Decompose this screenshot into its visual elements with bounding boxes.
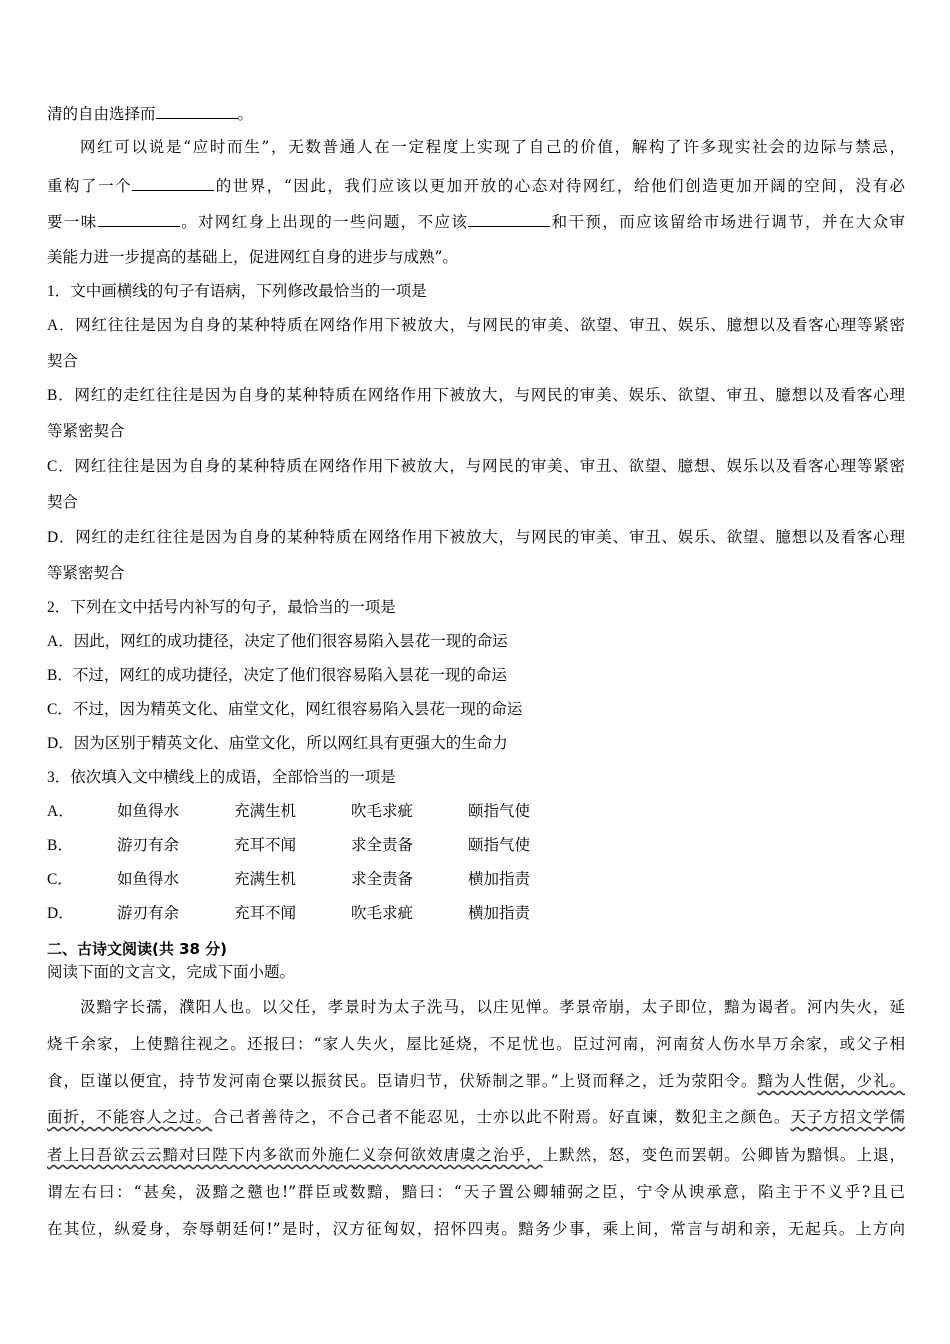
passage-line: 清的自由选择而 。 xyxy=(47,105,254,123)
underlined-sentence: 黯为人性倨，少礼。 xyxy=(757,1072,905,1090)
fill-blank xyxy=(132,175,214,191)
classical-line: 食，臣谨以便宜，持节发河南仓粟以振贫民。臣请归节，伏矫制之罪。”上贤而释之，迁为荥阳令。黯为人性倨，少礼。 xyxy=(47,1072,905,1090)
option-c-cont: 契合 xyxy=(47,494,79,511)
classical-line: 汲黯字长孺，濮阳人也。以父任，孝景时为太子洗马，以庄见惮。孝景帝崩，太子即位，黯为谒者。河内失火，延 xyxy=(80,998,905,1016)
classical-line: 在其位，纵爱身，奈辱朝廷何!”是时，汉方征匈奴，招怀四夷。黯务少事，乘上间，常言与胡和亲，无起兵。上方向 xyxy=(47,1220,905,1238)
classical-line: 谓左右曰：“甚矣，汲黯之戆也!”群臣或数黯，黯曰：“天子置公卿辅弼之臣，宁令从谀承意，陷主于不义乎?且已 xyxy=(47,1183,905,1201)
question-stem: 3．依次填入文中横线上的成语，全部恰当的一项是 xyxy=(47,769,396,786)
underlined-sentence: 天子方招文学儒 xyxy=(790,1108,905,1126)
passage-line: 网红可以说是“应时而生”，无数普通人在一定程度上实现了自己的价值，解构了许多现实社会的边际与禁忌， xyxy=(80,138,905,156)
option-b: B． 游刃有余 充耳不闻 求全责备 颐指气使 xyxy=(47,837,531,854)
option-a: A．网红往往是因为自身的某种特质在网络作用下被放大，与网民的审美、欲望、审丑、娱乐、臆想以及看客心理等紧密 xyxy=(47,317,905,334)
option-b: B．网红的走红往往是因为自身的某种特质在网络作用下被放大，与网民的审美、娱乐、欲望、审丑、臆想以及看客心理 xyxy=(47,387,905,404)
underlined-sentence: 者上曰吾欲云云黯对曰陛下内多欲而外施仁义奈何欲效唐虞之治乎， xyxy=(47,1146,543,1164)
classical-line: 烧千余家，上使黯往视之。还报曰：“家人失火，屋比延烧，不足忧也。臣过河南，河南贫人伤水旱万余家，或父子相 xyxy=(47,1035,905,1053)
option-d: D．网红的走红往往是因为自身的某种特质在网络作用下被放大，与网民的审美、审丑、娱乐、欲望、臆想以及看客心理 xyxy=(47,529,905,546)
option-a-cont: 契合 xyxy=(47,353,79,370)
fill-blank xyxy=(468,211,550,227)
classical-line: 面折，不能容人之过。合己者善待之，不合己者不能忍见，士亦以此不附焉。好直谏，数犯主之颜色。天子方招文学儒 xyxy=(47,1108,905,1126)
option-a: A．因此，网红的成功捷径，决定了他们很容易陷入昙花一现的命运 xyxy=(47,633,508,650)
option-d-cont: 等紧密契合 xyxy=(47,565,125,582)
fill-blank xyxy=(156,103,238,119)
passage-line: 重构了一个 的世界，“因此，我们应该以更加开放的心态对待网红，给他们创造更加开阔的空间，没有必 xyxy=(47,177,905,195)
option-d: D． 游刃有余 充耳不闻 吹毛求疵 横加指责 xyxy=(47,905,531,922)
option-c: C．不过，因为精英文化、庙堂文化，网红很容易陷入昙花一现的命运 xyxy=(47,701,523,718)
classical-line: 者上曰吾欲云云黯对曰陛下内多欲而外施仁义奈何欲效唐虞之治乎，上默然，怒，变色而罢朝。公卿皆为黯惧。上退， xyxy=(47,1146,905,1164)
question-stem: 2．下列在文中括号内补写的句子，最恰当的一项是 xyxy=(47,599,396,616)
option-b-cont: 等紧密契合 xyxy=(47,423,125,440)
option-a: A． 如鱼得水 充满生机 吹毛求疵 颐指气使 xyxy=(47,803,531,820)
passage-line: 要一味 。对网红身上出现的一些问题，不应该 和干预，而应该留给市场进行调节，并在大众审 xyxy=(47,213,905,231)
fill-blank xyxy=(98,211,180,227)
underlined-sentence: 面折，不能容人之过。 xyxy=(47,1108,213,1126)
option-c: C．网红往往是因为自身的某种特质在网络作用下被放大，与网民的审美、审丑、欲望、臆想、娱乐以及看客心理等紧密 xyxy=(47,458,905,475)
section-heading: 二、古诗文阅读(共 38 分) xyxy=(47,940,228,958)
section-instruction: 阅读下面的文言文，完成下面小题。 xyxy=(47,964,296,981)
passage-line: 美能力进一步提高的基础上，促进网红自身的进步与成熟”。 xyxy=(47,248,458,266)
option-c: C． 如鱼得水 充满生机 求全责备 横加指责 xyxy=(47,871,531,888)
option-b: B．不过，网红的成功捷径，决定了他们很容易陷入昙花一现的命运 xyxy=(47,667,507,684)
question-stem: 1．文中画横线的句子有语病，下列修改最恰当的一项是 xyxy=(47,283,427,300)
option-d: D．因为区别于精英文化、庙堂文化，所以网红具有更强大的生命力 xyxy=(47,735,508,752)
